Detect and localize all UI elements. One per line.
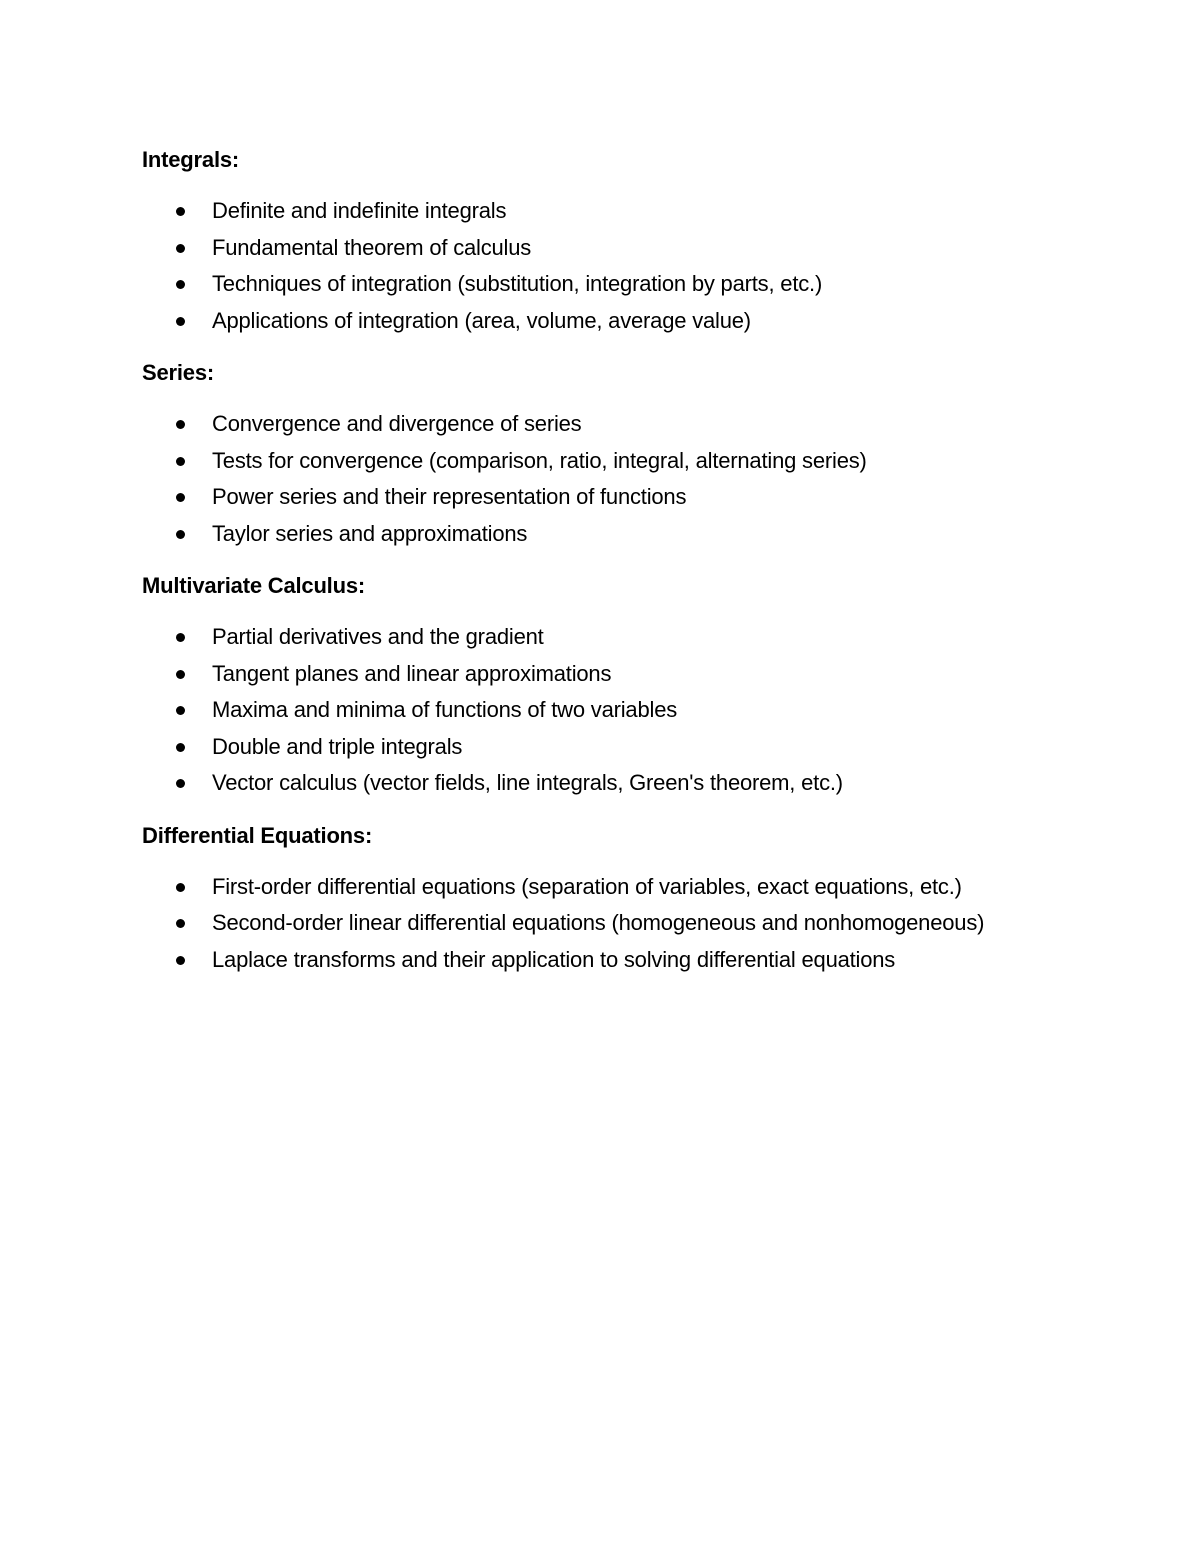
list-item-text: Power series and their representation of functions [212, 484, 687, 509]
bullet-icon [176, 317, 185, 326]
bullet-icon [176, 779, 185, 788]
section-heading: Multivariate Calculus: [142, 573, 365, 598]
section-heading: Differential Equations: [142, 822, 373, 848]
list-item-text: Double and triple integrals [212, 733, 463, 759]
bullet-list [142, 619, 1062, 802]
bullet-icon [176, 743, 185, 752]
list-item-text: Partial derivatives and the gradient [212, 624, 544, 649]
list-item [142, 729, 1062, 766]
list-item-text: First-order differential equations (separation of variables, exact equations, etc.) [212, 873, 962, 899]
list-item [142, 406, 1062, 443]
bullet-icon [176, 883, 185, 892]
bullet-icon [176, 457, 185, 466]
list-item [142, 869, 1062, 906]
list-item-text: Vector calculus (vector fields, line integrals, Green's theorem, etc.) [212, 770, 843, 795]
list-item [142, 765, 1062, 802]
list-item [142, 692, 1062, 729]
list-item [142, 443, 1062, 480]
bullet-icon [176, 493, 185, 502]
list-item-text: Definite and indefinite integrals [212, 198, 507, 223]
list-item-text: Convergence and divergence of series [212, 411, 582, 436]
bullet-icon [176, 919, 185, 928]
list-item [142, 905, 1062, 942]
list-item-text: Techniques of integration (substitution, integration by parts, etc.) [212, 271, 823, 296]
list-item [142, 656, 1062, 693]
section-series [142, 355, 1062, 552]
list-item-text: Maxima and minima of functions of two variables [212, 697, 678, 722]
list-item-text: Applications of integration (area, volume, average value) [212, 307, 751, 333]
list-item [142, 942, 1062, 979]
bullet-icon [176, 207, 185, 216]
bullet-list [142, 193, 1062, 339]
section-integrals [142, 142, 1062, 339]
list-item [142, 619, 1062, 656]
bullet-icon [176, 956, 185, 965]
document-page [142, 142, 1062, 994]
bullet-icon [176, 280, 185, 289]
list-item [142, 230, 1062, 267]
bullet-icon [176, 420, 185, 429]
list-item-text: Taylor series and approximations [212, 520, 528, 546]
bullet-list [142, 869, 1062, 979]
bullet-icon [176, 670, 185, 679]
section-heading: Series: [142, 360, 214, 385]
section-heading: Integrals: [142, 147, 240, 172]
list-item [142, 266, 1062, 303]
list-item [142, 479, 1062, 516]
bullet-list [142, 406, 1062, 552]
list-item-text: Second-order linear differential equations (homogeneous and nonhomogeneous) [212, 910, 985, 935]
list-item [142, 193, 1062, 230]
bullet-icon [176, 530, 185, 539]
list-item [142, 516, 1062, 553]
list-item [142, 303, 1062, 340]
bullet-icon [176, 244, 185, 253]
section-differential-equations [142, 818, 1062, 979]
section-multivariate-calculus [142, 568, 1062, 802]
list-item-text: Tests for convergence (comparison, ratio, integral, alternating series) [212, 447, 867, 473]
bullet-icon [176, 633, 185, 642]
bullet-icon [176, 706, 185, 715]
list-item-text: Tangent planes and linear approximations [212, 660, 612, 686]
list-item-text: Fundamental theorem of calculus [212, 234, 532, 260]
list-item-text: Laplace transforms and their application to solving differential equations [212, 946, 896, 972]
